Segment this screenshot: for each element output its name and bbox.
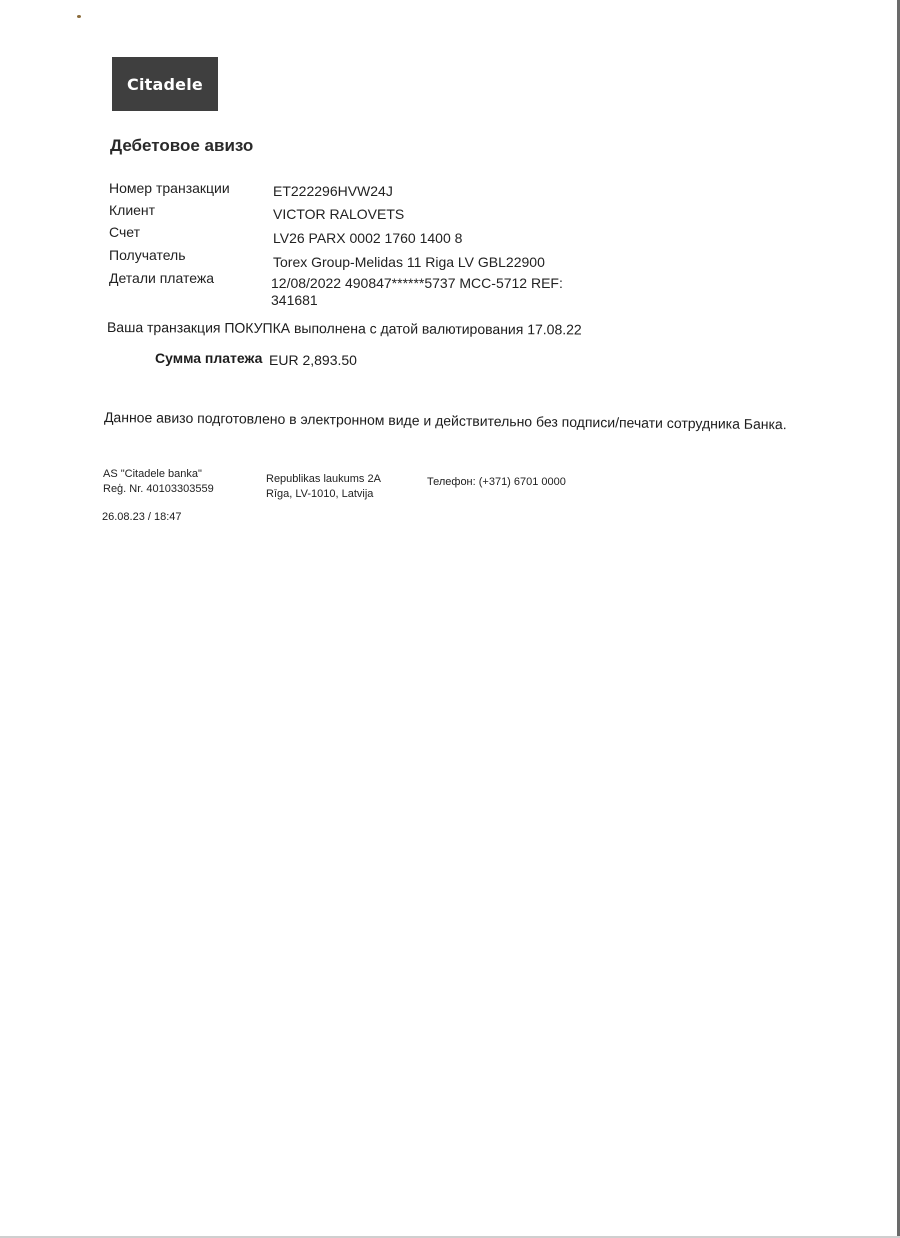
client-value: VICTOR RALOVETS	[273, 206, 405, 222]
payment-amount-value: EUR 2,893.50	[269, 352, 357, 368]
company-name: AS "Citadele banka"	[103, 468, 202, 480]
payment-amount-label: Сумма платежа	[155, 350, 263, 366]
footer-address	[266, 472, 381, 502]
recipient-value: Torex Group-Melidas 11 Riga LV GBL22900	[273, 254, 545, 270]
footer-phone: Телефон: (+371) 6701 0000	[427, 476, 566, 488]
recipient-label: Получатель	[109, 247, 186, 263]
transaction-number-value: ET222296HVW24J	[273, 183, 393, 199]
address-line-2: Rīga, LV-1010, Latvija	[266, 488, 374, 500]
address-line-1: Republikas laukums 2A	[266, 473, 381, 485]
transaction-number-label: Номер транзакции	[109, 180, 230, 196]
transaction-statement: Ваша транзакция ПОКУПКА выполнена с датой валютирования 17.08.22	[106, 319, 582, 338]
printed-timestamp: 26.08.23 / 18:47	[102, 511, 182, 523]
payment-details-label: Детали платежа	[109, 270, 214, 286]
scan-speck	[77, 15, 81, 18]
citadele-logo	[112, 57, 218, 111]
account-label: Счет	[109, 224, 140, 240]
footer-company	[103, 467, 214, 497]
registration-number: Reģ. Nr. 40103303559	[103, 483, 214, 495]
logo-text: Citadele	[127, 74, 203, 94]
payment-details-value: 12/08/2022 490847******5737 MCC-5712 REF: 341681	[271, 275, 563, 308]
electronic-validity-notice: Данное авизо подготовлено в электронном виде и действительно без подписи/печати сотрудника Банка.	[103, 409, 787, 433]
document-title: Дебетовое авизо	[110, 136, 254, 155]
client-label: Клиент	[109, 202, 156, 218]
account-value: LV26 PARX 0002 1760 1400 8	[273, 230, 463, 246]
